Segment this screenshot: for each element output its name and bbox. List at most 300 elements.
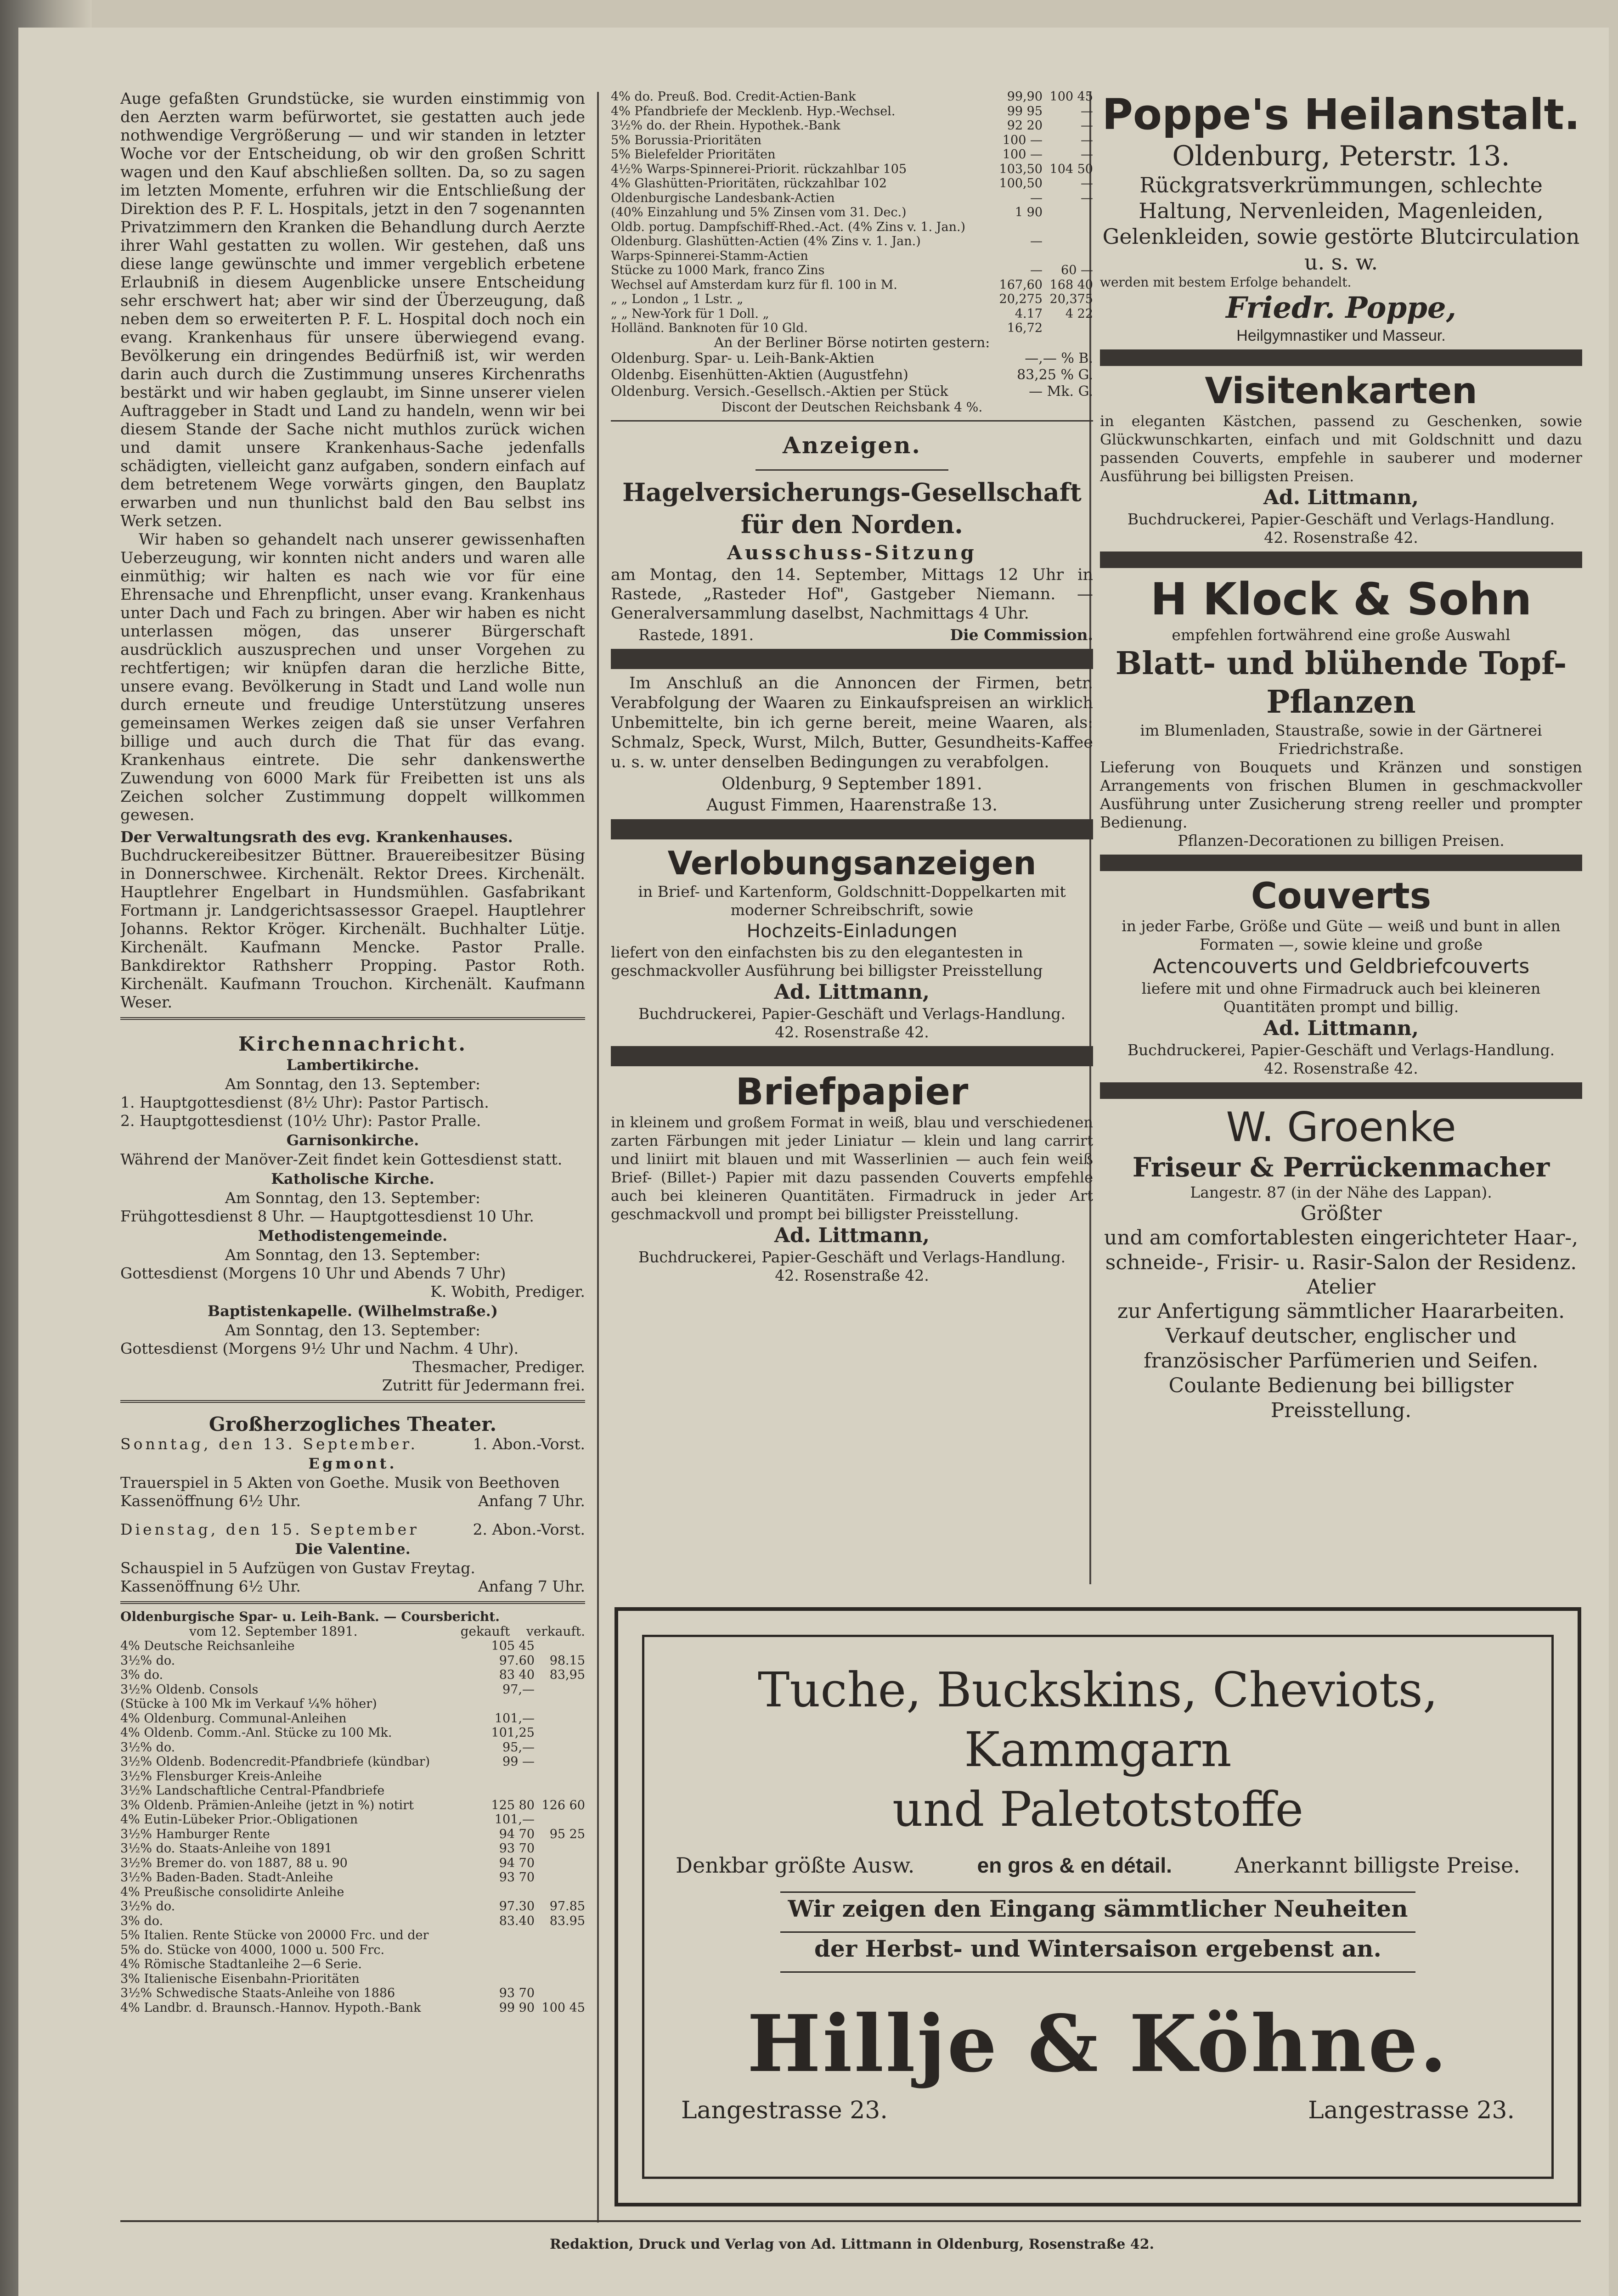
course-cell: 3½% Flensburger Kreis-Anleihe — [120, 1769, 322, 1784]
stock-cell: (40% Einzahlung und 5% Zinsen vom 31. Dec.) — [611, 205, 907, 219]
course-cell: 3½% do. — [120, 1653, 175, 1668]
stock-row — [611, 162, 1093, 177]
course-cell — [535, 1928, 585, 1943]
course-row — [120, 1740, 585, 1755]
course-cell: 95,— — [502, 1740, 535, 1755]
klock-ad — [1100, 573, 1582, 850]
course-cell — [535, 1784, 585, 1798]
stock-cell: — — [1081, 104, 1093, 118]
klock-text-2: Lieferung von Bouquets und Kränzen und sonstigen Arrangements von frischen Blumen in geschmackvoller Ausführung unter Zusicherung streng reeller und prompter Bedienung. — [1100, 758, 1582, 831]
course-cell — [535, 1885, 585, 1900]
church-section — [120, 1034, 585, 1395]
poppe-ad — [1100, 90, 1582, 345]
stock-cell — [992, 220, 1043, 235]
course-row — [120, 1784, 585, 1798]
poppe-name: Friedr. Poppe, — [1226, 291, 1456, 325]
stock-cell: 4.17 — [1015, 306, 1043, 321]
course-cell: 95 25 — [549, 1827, 585, 1841]
verlobung-text-2: liefert von den einfachsten bis zu den elegantesten in geschmackvoller Ausführung bei billigster Preisstellung — [611, 943, 1043, 979]
theater-tuesday-open: Kassenöffnung 6½ Uhr. — [120, 1577, 301, 1595]
stock-cell: 168 40 — [1049, 277, 1093, 292]
theater-sunday-play: Egmont. — [308, 1455, 397, 1472]
course-row — [120, 1914, 585, 1929]
course-row — [120, 1755, 585, 1769]
course-cell — [484, 1957, 535, 1972]
couverts-address: 42. Rosenstraße 42. — [1264, 1059, 1418, 1077]
bigad-firm: Hillje & Köhne. — [747, 1998, 1449, 2090]
klock-title: H Klock & Sohn — [1150, 574, 1532, 625]
stock-cell: — — [1081, 191, 1093, 205]
course-cell — [535, 1957, 585, 1972]
groenke-title: W. Groenke — [1226, 1103, 1456, 1151]
stock-cell: Stücke zu 1000 Mark, franco Zins — [611, 263, 825, 277]
stock-cell: Oldenburgische Landesbank-Actien — [611, 191, 835, 205]
berlin-row — [611, 383, 1093, 400]
course-cell: 5% Italien. Rente Stücke von 20000 Frc. und der — [120, 1928, 429, 1942]
course-row — [120, 1769, 585, 1784]
course-header-buy: gekauft — [460, 1624, 510, 1639]
course-cell: 93 70 — [499, 1870, 535, 1885]
stock-cell — [1043, 205, 1093, 220]
visiten-address: 42. Rosenstraße 42. — [1264, 529, 1418, 546]
stock-cell: — — [1081, 176, 1093, 191]
bigad-line-5: der Herbst- und Wintersaison ergebenst an. — [814, 1935, 1381, 1962]
poppe-small: werden mit bestem Erfolge behandelt. — [1100, 275, 1352, 290]
course-cell: 99 90 — [499, 2000, 535, 2015]
couverts-firm-desc: Buchdruckerei, Papier-Geschäft und Verlags-Handlung. — [1127, 1041, 1555, 1059]
briefpapier-firm-desc: Buchdruckerei, Papier-Geschäft und Verlags-Handlung. — [638, 1248, 1066, 1266]
course-cell: 4% Oldenb. Comm.-Anl. Stücke zu 100 Mk. — [120, 1726, 392, 1740]
berlin-cell: Oldenburg. Versich.-Gesellsch.-Aktien per Stück — [611, 383, 948, 400]
stock-cell — [992, 249, 1043, 264]
course-cell — [535, 1943, 585, 1958]
divider — [120, 1601, 585, 1604]
divider — [120, 1017, 585, 1020]
briefpapier-title: Briefpapier — [735, 1070, 969, 1113]
visiten-title: Visitenkarten — [1205, 371, 1477, 412]
signature-names: Buchdruckereibesitzer Büttner. Brauereibesitzer Büsing in Donnerschwee. Kirchenält. Rektor Drees. Kirchenält. Hauptlehrer Engelbart in Hundsmühlen. Gasfabrikant Fortmann jr. Landgerichtsassessor Graepel. Hauptlehrer Johanns. Rektor Kröger. Kirchenält. Buchhalter Lütje. Kirchenält. Kaufmann Mencke. Pastor Pralle. Bankdirektor Rathsherr Propping. Pastor Roth. Kirchenält. Kaufmann Trouchon. Kirchenält. Kaufmann Weser. — [120, 846, 585, 1012]
course-row — [120, 1812, 585, 1827]
lamberti-service-1: 1. Hauptgottesdienst (8½ Uhr): Pastor Partisch. — [120, 1093, 489, 1111]
course-cell: 105 45 — [491, 1639, 535, 1653]
berlin-cell: 83,25 % G. — [1017, 366, 1093, 383]
groenke-sub: Friseur & Perrückenmacher — [1132, 1152, 1550, 1183]
course-cell: 83,95 — [549, 1668, 585, 1682]
course-cell — [535, 1769, 585, 1784]
course-cell — [535, 1740, 585, 1755]
theater-tuesday-play: Die Valentine. — [295, 1540, 411, 1558]
stock-cell: 5% Bielefelder Prioritäten — [611, 147, 776, 162]
stock-cell: 60 — — [1061, 263, 1093, 277]
berlin-table — [611, 350, 1093, 400]
course-cell — [535, 1972, 585, 1986]
couverts-sub: Actencouverts und Geldbriefcouverts — [1152, 955, 1530, 978]
course-row — [120, 1928, 585, 1943]
berlin-cell: Oldenbg. Eisenhütten-Aktien (Augustfehn) — [611, 366, 908, 383]
stock-cell: 20,375 — [1049, 292, 1093, 306]
verlobung-address: 42. Rosenstraße 42. — [775, 1023, 929, 1041]
theater-tuesday-abon: 2. Abon.-Vorst. — [473, 1520, 585, 1538]
stock-cell: — — [1081, 118, 1093, 133]
course-cell: 3½% Landschaftliche Central-Pfandbriefe — [120, 1784, 385, 1798]
stock-cell: 92 20 — [1007, 118, 1043, 133]
theater-sunday-date: Sonntag, den 13. September. — [120, 1435, 418, 1453]
groenke-atelier: Atelier — [1307, 1275, 1376, 1299]
course-cell: 94 70 — [499, 1827, 535, 1841]
course-cell: 97.60 — [499, 1653, 535, 1668]
course-cell: 97.85 — [549, 1899, 585, 1913]
course-row — [120, 1870, 585, 1885]
bigad-line-3a: Denkbar größte Ausw. — [676, 1853, 915, 1878]
stock-cell: — — [1081, 147, 1093, 162]
briefpapier-text: in kleinem und großem Format in weiß, blau und verschiedenen zarten Färbungen mit jeder Liniatur — klein und lang carrirt und liniirt mit blauen und mit Wasserlinien — auch fein weiß Brief- (Billet-) Papier mit dazu passenden Couverts empfehle auch bei kleineren Quantitäten. Firmadruck in jeder Art geschmackvoll und prompt bei billigster Preisstellung. — [611, 1113, 1093, 1223]
stock-cell: 103,50 — [999, 162, 1043, 176]
catholic-date: Am Sonntag, den 13. September: — [225, 1189, 480, 1207]
verlobung-ad — [611, 844, 1093, 1041]
visiten-ad — [1100, 371, 1582, 547]
visiten-firm-desc: Buchdruckerei, Papier-Geschäft und Verlags-Handlung. — [1127, 510, 1555, 528]
fimmen-ad — [611, 674, 1093, 815]
bigad-address-right: Langestrasse 23. — [1308, 2097, 1515, 2124]
course-row — [120, 1957, 585, 1972]
course-cell — [535, 1711, 585, 1726]
course-cell — [484, 1943, 535, 1958]
klock-big: Blatt- und blühende Topf-Pflanzen — [1115, 645, 1567, 720]
stock-row — [611, 292, 1093, 307]
course-cell — [484, 1928, 535, 1943]
course-cell: 4% Oldenburg. Communal-Anleihen — [120, 1711, 347, 1726]
course-cell — [535, 1639, 585, 1654]
course-cell: 98.15 — [549, 1653, 585, 1668]
course-row — [120, 1711, 585, 1726]
course-date: vom 12. September 1891. — [189, 1624, 358, 1639]
column-2 — [611, 90, 1093, 1285]
course-cell: 3½% Hamburger Rente — [120, 1827, 270, 1841]
stock-row — [611, 90, 1093, 104]
stock-row — [611, 147, 1093, 162]
garnison-heading: Garnisonkirche. — [286, 1131, 419, 1149]
stock-cell: — — [1030, 191, 1043, 205]
baptist-date: Am Sonntag, den 13. September: — [225, 1321, 480, 1339]
stock-cell: 16,72 — [1007, 321, 1043, 335]
fimmen-text: Im Anschluß an die Annoncen der Firmen, betr. Verabfolgung der Waaren zu Einkaufspreisen an wirklich Unbemittelte, bin ich gerne bereit, meine Waaren, als: Schmalz, Speck, Wurst, Milch, Butter, Gesundheits-Kaffee u. s. w. unter denselben Bedingungen zu verabfolgen. — [611, 674, 1093, 771]
ads-heading: Anzeigen. — [783, 431, 921, 459]
course-cell — [535, 1986, 585, 2001]
signature-title: Der Verwaltungsrath des evg. Krankenhauses. — [120, 828, 513, 846]
stock-cell: — — [1030, 234, 1043, 248]
divider-bar — [611, 649, 1093, 669]
stock-cell: Warps-Spinnerei-Stamm-Actien — [611, 248, 808, 263]
hagel-text: am Montag, den 14. September, Mittags 12 Uhr in Rastede, „Rasteder Hof", Gastgeber Niemann. — Generalversammlung daselbst, Nachmittags 4 Uhr. — [611, 565, 1093, 623]
verlobung-text-1: in Brief- und Kartenform, Goldschnitt-Doppelkarten mit moderner Schreibschrift, sowie — [638, 882, 1066, 919]
theater-sunday-desc: Trauerspiel in 5 Akten von Goethe. Musik von Beethoven — [120, 1474, 560, 1491]
divider-bar — [1100, 349, 1582, 366]
stock-cell: „ „ London „ 1 Lstr. „ — [611, 292, 744, 306]
course-cell — [535, 1870, 585, 1885]
methodist-heading: Methodistengemeinde. — [258, 1227, 448, 1244]
course-cell: 3½% Oldenb. Consols — [120, 1682, 259, 1697]
course-cell: 3½% Schwedische Staats-Anleihe von 1886 — [120, 1986, 395, 2000]
klock-sub: empfehlen fortwährend eine große Auswahl — [1172, 626, 1511, 644]
catholic-heading: Katholische Kirche. — [271, 1170, 434, 1187]
couverts-text-2: liefere mit und ohne Firmadruck auch bei kleineren Quantitäten prompt und billig. — [1141, 979, 1541, 1016]
course-cell: 4% Landbr. d. Braunsch.-Hannov. Hypoth.-Bank — [120, 2000, 421, 2015]
course-cell: 97.30 — [499, 1899, 535, 1913]
stock-cell: 3½% do. der Rhein. Hypothek.-Bank — [611, 118, 840, 133]
theater-sunday-abon: 1. Abon.-Vorst. — [473, 1435, 585, 1453]
groenke-largest: Größter — [1300, 1202, 1382, 1225]
course-cell: 125 80 — [491, 1798, 535, 1812]
stock-row — [611, 234, 1093, 249]
course-cell: 3½% Oldenb. Bodencredit-Pfandbriefe (kündbar) — [120, 1755, 430, 1769]
stock-cell: 4% Pfandbriefe der Mecklenb. Hyp.-Wechsel. — [611, 104, 896, 118]
stock-cell: Oldb. portug. Dampfschiff-Rhed.-Act. (4% Zins v. 1. Jan.) — [611, 219, 966, 234]
couverts-firm: Ad. Littmann, — [1263, 1017, 1419, 1040]
course-cell: 4% Eutin-Lübeker Prior.-Obligationen — [120, 1812, 358, 1827]
stock-row — [611, 220, 1093, 235]
course-cell: (Stücke à 100 Mk im Verkauf ¼% höher) — [120, 1697, 377, 1711]
church-title: Kirchennachricht. — [238, 1033, 468, 1055]
poppe-role: Heilgymnastiker und Masseur. — [1236, 327, 1446, 344]
course-row — [120, 1899, 585, 1914]
stock-cell: 4% do. Preuß. Bod. Credit-Actien-Bank — [611, 90, 856, 104]
course-cell: 83.40 — [499, 1913, 535, 1928]
verlobung-sub: Hochzeits-Einladungen — [746, 920, 958, 942]
course-cell — [535, 1726, 585, 1740]
course-cell — [484, 1885, 535, 1900]
poppe-text: Rückgratsverkrümmungen, schlechte Haltung, Nervenleiden, Magenleiden, Gelenkleiden, sowie gestörte Blutcirculation u. s. w. — [1102, 173, 1580, 275]
column-3 — [1100, 90, 1582, 1423]
stock-cell: 100,50 — [999, 176, 1043, 191]
course-cell: 83.95 — [549, 1913, 585, 1928]
course-cell: 4% Deutsche Reichsanleihe — [120, 1639, 295, 1653]
course-row — [120, 1639, 585, 1654]
methodist-date: Am Sonntag, den 13. September: — [225, 1246, 480, 1264]
briefpapier-address: 42. Rosenstraße 42. — [775, 1266, 929, 1284]
stock-cell: 20,275 — [999, 292, 1043, 306]
briefpapier-firm: Ad. Littmann, — [774, 1223, 930, 1247]
garnison-text: Während der Manöver-Zeit findet kein Gottesdienst statt. — [120, 1150, 563, 1168]
divider — [611, 420, 1093, 422]
course-row — [120, 1726, 585, 1740]
article-paragraph-2: Wir haben so gehandelt nach unserer gewissenhaften Ueberzeugung, wir konnten nicht anders und waren alle einmüthig; wir halten es nach wie vor für eine Ehrensache und Ehrenpflicht, unser evang. Krankenhaus unter Dach und Fach zu bringen. Aber wir haben es nicht unterlassen mögen, das unserer Bürgerschaft ausdrücklich auszusprechen und unser Vorgehen zu rechtfertigen; wir knüpfen daran die herzliche Bitte, unsere evang. Bevölkerung in Stadt und Land wolle nun durch erneute und freudige Unterstützung unseres gemeinsamen Werkes zeigen daß sie unser Verfahren billige und auch durch die That für das evang. Krankenhaus eintrete. Die sehr dankenswerthe Zuwendung von 6000 Mark für Freibetten ist uns als Zeichen solcher Zustimmung doppelt willkommen gewesen. — [120, 530, 585, 824]
course-cell: 94 70 — [499, 1856, 535, 1870]
course-cell — [484, 1769, 535, 1784]
course-cell: 3½% do. — [120, 1740, 175, 1755]
groenke-address: Langestr. 87 (in der Nähe des Lappan). — [1190, 1183, 1492, 1201]
theater-tuesday-start: Anfang 7 Uhr. — [478, 1577, 585, 1595]
course-cell — [484, 1697, 535, 1711]
stock-cell: 100 — — [1002, 133, 1043, 147]
course-row — [120, 1885, 585, 1900]
course-cell: 126 60 — [541, 1798, 585, 1812]
course-row — [120, 1972, 585, 1986]
poppe-title: Poppe's Heilanstalt. — [1102, 90, 1580, 139]
stock-cell: 4½% Warps-Spinnerei-Priorit. rückzahlbar 105 — [611, 162, 907, 176]
course-cell: 3½% Baden-Baden. Stadt-Anleihe — [120, 1870, 333, 1885]
course-cell — [484, 1784, 535, 1798]
theater-tuesday-date: Dienstag, den 15. September — [120, 1520, 419, 1538]
hagel-sign: Die Commission. — [950, 625, 1093, 644]
course-cell: 99 — — [502, 1755, 535, 1769]
bigad-line-2: und Paletotstoffe — [892, 1781, 1304, 1837]
stock-cell: 4 22 — [1065, 306, 1093, 321]
stock-row — [611, 133, 1093, 148]
course-row — [120, 1683, 585, 1697]
course-cell: 3½% do. — [120, 1899, 175, 1913]
stock-row — [611, 249, 1093, 264]
course-cell: 101,— — [494, 1812, 535, 1827]
stock-cell: 167,60 — [999, 277, 1043, 292]
course-cell: 3% do. — [120, 1913, 163, 1928]
bigad-line-3c: Anerkannt billigste Preise. — [1235, 1853, 1520, 1878]
klock-text: im Blumenladen, Staustraße, sowie in der Gärtnerei Friedrichstraße. — [1140, 721, 1542, 758]
course-row — [120, 1986, 585, 2001]
berlin-cell: —,— % B. — [1025, 350, 1093, 366]
bigad-address-left: Langestrasse 23. — [681, 2097, 888, 2124]
theater-sunday-open: Kassenöffnung 6½ Uhr. — [120, 1492, 301, 1510]
stock-cell: 5% Borussia-Prioritäten — [611, 133, 762, 147]
course-cell: 97,— — [502, 1682, 535, 1697]
bigad-line-4: Wir zeigen den Eingang sämmtlicher Neuheiten — [788, 1895, 1408, 1922]
lamberti-heading: Lambertikirche. — [286, 1056, 419, 1074]
stock-row — [611, 307, 1093, 321]
course-cell — [535, 1697, 585, 1711]
stock-row — [611, 104, 1093, 119]
course-cell: 4% Preußische consolidirte Anleihe — [120, 1885, 344, 1899]
course-cell: 3% Italienische Eisenbahn-Prioritäten — [120, 1971, 360, 1986]
course-row — [120, 1654, 585, 1668]
stock-cell: Holländ. Banknoten für 10 Gld. — [611, 321, 808, 335]
berlin-row — [611, 350, 1093, 367]
course-cell: 5% do. Stücke von 4000, 1000 u. 500 Frc. — [120, 1942, 385, 1957]
stock-cell: „ „ New-York für 1 Doll. „ — [611, 306, 769, 321]
hagel-ad — [611, 476, 1093, 644]
divider — [120, 1400, 585, 1403]
briefpapier-ad — [611, 1071, 1093, 1285]
course-cell — [535, 1856, 585, 1871]
stock-cell: 1 90 — [1015, 205, 1043, 219]
stock-cell: Wechsel auf Amsterdam kurz für fl. 100 in M. — [611, 277, 897, 292]
berlin-title: An der Berliner Börse notirten gestern: — [714, 334, 990, 351]
couverts-ad — [1100, 876, 1582, 1078]
course-header-sell: verkauft. — [526, 1624, 585, 1639]
hagel-subtitle: Ausschuss-Sitzung — [727, 541, 977, 564]
course-row — [120, 2001, 585, 2015]
berlin-cell: — Mk. G. — [1029, 383, 1093, 400]
stock-cell: Oldenburg. Glashütten-Actien (4% Zins v. 1. Jan.) — [611, 234, 921, 248]
course-cell: 101,— — [494, 1711, 535, 1726]
lamberti-date: Am Sonntag, den 13. September: — [225, 1075, 480, 1093]
verlobung-firm: Ad. Littmann, — [774, 980, 930, 1004]
berlin-row — [611, 367, 1093, 383]
divider-bar — [1100, 1082, 1582, 1099]
course-cell — [535, 1841, 585, 1856]
stock-row — [611, 278, 1093, 293]
course-cell — [484, 1972, 535, 1986]
column-rule-1 — [597, 92, 599, 2223]
stock-cell: 4% Glashütten-Prioritäten, rückzahlbar 102 — [611, 176, 887, 191]
stock-cell — [1043, 220, 1093, 235]
divider-bar — [1100, 855, 1582, 871]
stock-cell: — — [1030, 263, 1043, 277]
course-row — [120, 1841, 585, 1856]
stock-cell — [1043, 249, 1093, 264]
bigad-line-1: Tuche, Buckskins, Cheviots, Kammgarn — [758, 1662, 1438, 1778]
course-row — [120, 1697, 585, 1711]
hillje-koehne-ad — [615, 1607, 1581, 2206]
groenke-ad — [1100, 1103, 1582, 1423]
poppe-address: Oldenburg, Peterstr. 13. — [1172, 140, 1510, 172]
course-title: Oldenburgische Spar- u. Leih-Bank. — Coursbericht. — [120, 1609, 500, 1624]
baptist-heading: Baptistenkapelle. (Wilhelmstraße.) — [208, 1302, 498, 1320]
course-cell: 83 40 — [499, 1668, 535, 1682]
hillje-koehne-ad-frame — [642, 1635, 1554, 2179]
course-cell: 3½% Bremer do. von 1887, 88 u. 90 — [120, 1856, 348, 1870]
stock-row — [611, 205, 1093, 220]
course-row — [120, 1798, 585, 1813]
discount-note: Discont der Deutschen Reichsbank 4 %. — [721, 399, 983, 415]
course-cell: 3½% do. Staats-Anleihe von 1891 — [120, 1841, 333, 1856]
verlobung-firm-desc: Buchdruckerei, Papier-Geschäft und Verlags-Handlung. — [638, 1004, 1066, 1023]
divider-bar — [611, 819, 1093, 839]
stock-table — [611, 90, 1093, 336]
groenke-text-2: zur Anfertigung sämmtlicher Haararbeiten. Verkauf deutscher, englischer und französischer Parfümerien und Seifen. Coulante Bedienung bei billigster Preisstellung. — [1117, 1300, 1565, 1422]
stock-row — [611, 176, 1093, 191]
course-report — [120, 1609, 585, 2015]
divider-bar — [1100, 551, 1582, 568]
stock-cell: — — [1081, 133, 1093, 147]
theater-sunday-start: Anfang 7 Uhr. — [478, 1492, 585, 1510]
course-cell — [535, 1683, 585, 1697]
berlin-cell: Oldenburg. Spar- u. Leih-Bank-Aktien — [611, 350, 874, 366]
fimmen-date: Oldenburg, 9 September 1891. — [722, 774, 982, 793]
course-cell: 4% Römische Stadtanleihe 2—6 Serie. — [120, 1957, 362, 1971]
stock-cell: 99,90 — [1007, 90, 1043, 104]
stock-row — [611, 321, 1093, 336]
column-1 — [120, 90, 585, 2015]
article-paragraph-1: Auge gefaßten Grundstücke, sie wurden einstimmig von den Aerzten warm befürwortet, sie gestatten auch jede nothwendige Vergrößerung — und wir standen in letzter Woche vor der Entscheidung, ob wir den großen Schritt wagen und den Kauf abschließen sollten. Da, so zu sagen im letzten Momente, erfuhren wir die Entschließung der Direktion des P. F. L. Hospitals, jetzt in den 7 sogenannten Privatzimmern den Kranken die Behandlung durch Aerzte ihrer Wahl gestatten zu wollen. Wir gestehen, daß uns diese lange gewünschte und immer vergeblich erbetene Erlaubniß in diesem Augenblicke unsere Entscheidung sehr erschwert hat; aber wir sind der Überzeugung, daß neben dem so erweiterten P. F. L. Hospital doch noch ein evang. Krankenhaus für unsere überwiegend evang. Bevölkerung ein dringendes Bedürfniß ist, wir werden darin auch durch die Zustimmung unseres Kirchenraths bestärkt und wir haben geglaubt, im Sinne unserer vielen Auftraggeber in Stadt und Land zu handeln, wenn wir bei diesem Stande der Sache nicht muthlos zurück wichen und damit unsere Krankenhaus-Sache jedenfalls schädigten, vielleicht ganz aufgaben, sondern einfach auf dem betretenem Wege vorwärts gingen, den Bauplatz erwarben und nun thunlichst bald den Bau selbst ins Werk setzen. — [120, 90, 585, 530]
couverts-text: in jeder Farbe, Größe und Güte — weiß und bunt in allen Formaten —, sowie kleine und große — [1122, 917, 1561, 953]
visiten-text: in eleganten Kästchen, passend zu Geschenken, sowie Glückwunschkarten, einfach und mit Goldschnitt und dazu passenden Couverts, empfehle in sauberer und moderner Ausführung bei billigsten Preisen. — [1100, 412, 1582, 485]
stock-cell: 100 — — [1002, 147, 1043, 162]
footer-imprint: Redaktion, Druck und Verlag von Ad. Littmann in Oldenburg, Rosenstraße 42. — [549, 2236, 1155, 2252]
catholic-text: Frühgottesdienst 8 Uhr. — Hauptgottesdienst 10 Uhr. — [120, 1207, 534, 1225]
stock-cell: 100 45 — [1049, 90, 1093, 104]
methodist-preacher: K. Wobith, Prediger. — [430, 1283, 585, 1300]
groenke-text: und am comfortablesten eingerichteter Haar-, schneide-, Frisir- u. Rasir-Salon der Residenz. — [1104, 1226, 1579, 1274]
theater-title: Großherzogliches Theater. — [209, 1413, 497, 1435]
course-cell: 3% Oldenb. Prämien-Anleihe (jetzt in %) notirt — [120, 1798, 414, 1812]
bigad-line-3b: en gros & en détail. — [977, 1853, 1172, 1877]
divider — [755, 469, 948, 471]
baptist-free: Zutritt für Jedermann frei. — [382, 1376, 585, 1394]
footer-rule — [120, 2220, 1581, 2222]
course-row — [120, 1827, 585, 1842]
course-row — [120, 1856, 585, 1871]
course-row — [120, 1943, 585, 1958]
baptist-text: Gottesdienst (Morgens 9½ Uhr und Nachm. 4 Uhr). — [120, 1339, 519, 1357]
verlobung-title: Verlobungsanzeigen — [667, 844, 1037, 882]
theater-section — [120, 1414, 585, 1596]
stock-row — [611, 118, 1093, 133]
course-cell: 101,25 — [491, 1726, 535, 1740]
course-cell: 93 70 — [499, 1841, 535, 1856]
course-row — [120, 1668, 585, 1683]
course-cell — [535, 1755, 585, 1769]
couverts-title: Couverts — [1251, 876, 1432, 917]
hagel-place: Rastede, 1891. — [638, 625, 754, 644]
